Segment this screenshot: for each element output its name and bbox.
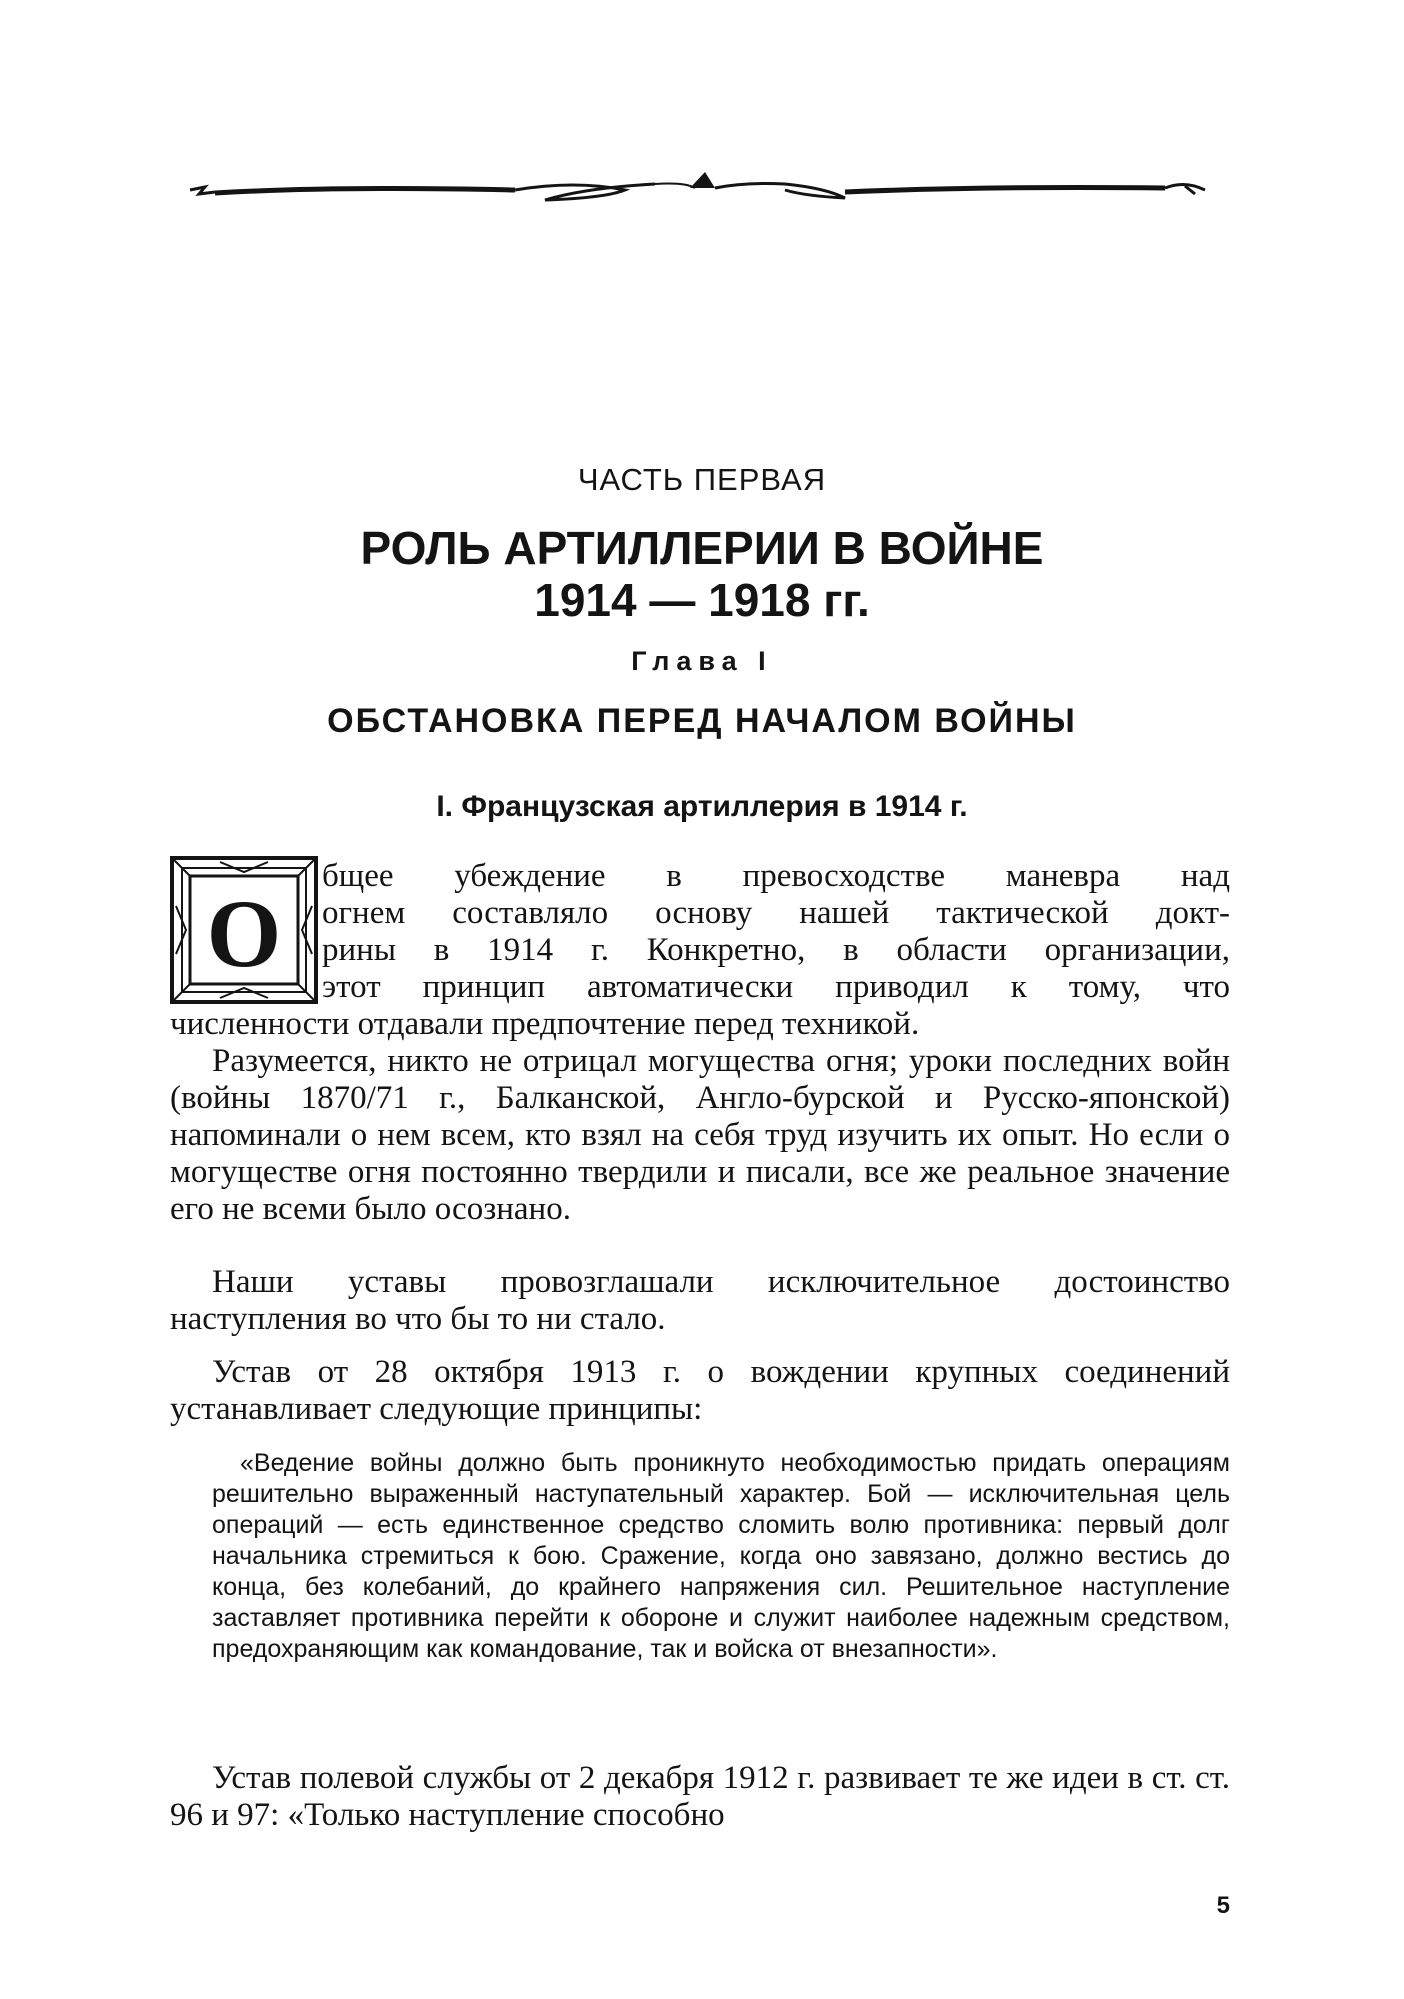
p1-line-5: численности отдавали предпочтение перед техникой. xyxy=(170,1006,920,1042)
p1-line-4: этот принцип автоматически приводил к тому, что xyxy=(322,969,1230,1005)
regulation-quote: «Ведение войны должно быть проникнуто необходимостью придать операциям решительно выраженный наступательный характер. Бой — исключительная цель операций — есть единственное средство сломить волю противника: первый долг начальника стремиться к бою. Сражение, когда оно завязано, должно вестись до конца, без колебаний, до крайнего напряжения сил. Решительное наступление заставляет противника перейти к обороне и служит наиболее надежным средством, предохраняющим как командование, так и войска от внезапности». xyxy=(212,1449,1230,1663)
p1-line-1: бщее убеждение в превосходстве маневра над xyxy=(322,858,1230,894)
paragraph-2: Разумеется, никто не отрицал могущества огня; уроки последних войн (войны 1870/71 г., Балканской, Англо-бурской и Русско-японской) напоминали о нем всем, кто взял на себя труд изучить их опыт. Но если о могуществе огня постоянно твердили и писали, все же реальное значение его не всеми было осознано. xyxy=(170,1043,1230,1227)
dropcap-letter: О xyxy=(206,880,282,987)
paragraph-3: Наши уставы провозглашали исключительное достоинство наступления во что бы то ни стало. xyxy=(170,1264,1230,1337)
paragraph-5: Устав полевой службы от 2 декабря 1912 г. развивает те же идеи в ст. ст. 96 и 97: «Только наступление способно xyxy=(170,1760,1230,1833)
p1-line-3: рины в 1914 г. Конкретно, в области организации, xyxy=(322,932,1230,968)
page-number: 5 xyxy=(1216,1892,1230,1919)
part-label: ЧАСТЬ ПЕРВАЯ xyxy=(577,462,827,497)
page-title xyxy=(0,522,1404,626)
section-title: I. Французская артиллерия в 1914 г. xyxy=(436,790,968,823)
p1-line-2: огнем составляло основу нашей тактической докт- xyxy=(322,895,1230,931)
chapter-label: Глава I xyxy=(631,646,773,676)
title-line-2: 1914 — 1918 гг. xyxy=(534,574,870,626)
paragraph-1 xyxy=(170,858,1230,1043)
chapter-title: ОБСТАНОВКА ПЕРЕД НАЧАЛОМ ВОЙНЫ xyxy=(327,702,1077,740)
paragraph-4: Устав от 28 октября 1913 г. о вождении крупных соединений устанавливает следующие принципы: xyxy=(170,1354,1230,1427)
title-line-1: РОЛЬ АРТИЛЛЕРИИ В ВОЙНЕ xyxy=(360,522,1044,574)
header-ornament xyxy=(185,160,1215,210)
